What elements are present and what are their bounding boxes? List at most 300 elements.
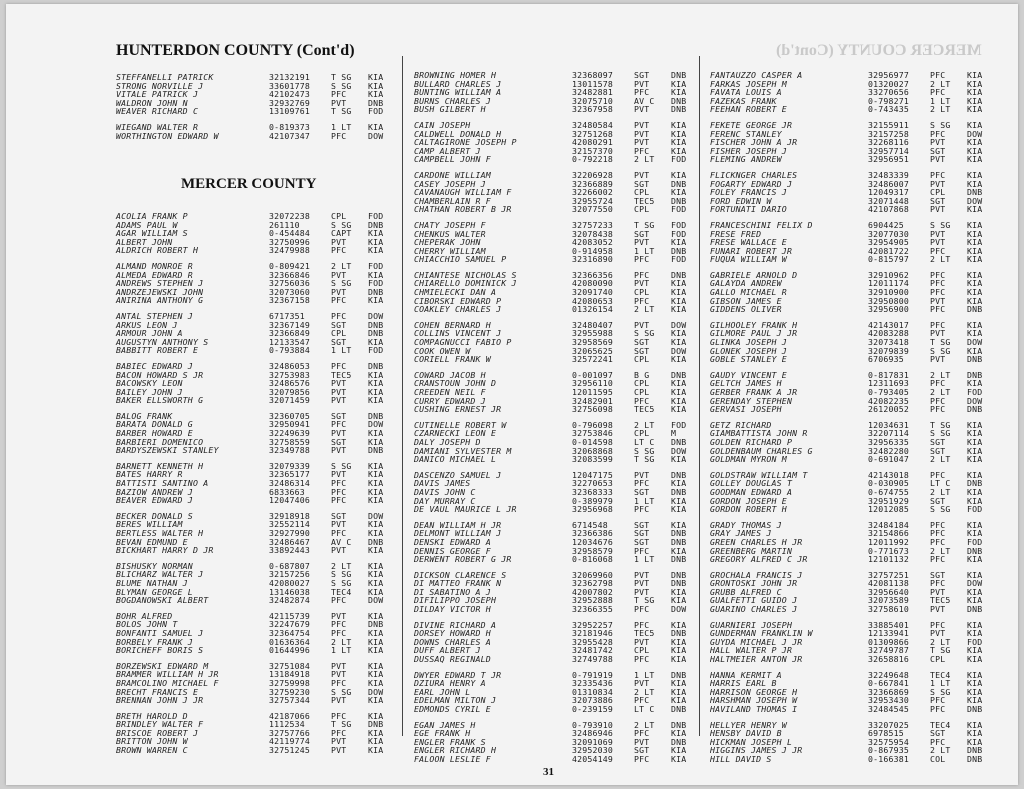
soldier-name: GETZ RICHARD [710,419,772,430]
rank: PFC [634,254,650,265]
status: DNB [967,369,983,380]
rank: PFC [930,287,946,298]
soldier-name: EDMONDS CYRIL E [414,704,491,714]
soldier-name: FORD EDWIN W [710,195,772,206]
roster-row [710,205,995,214]
status: KIA [967,70,983,80]
status: DOW [967,395,983,406]
rank: PFC [331,419,347,430]
roster-group [710,621,995,664]
roster-row [116,446,396,455]
soldier-name: BEAVER EDWARD J [116,495,193,506]
rank: CPL [634,378,650,389]
soldier-name: BABBITT ROBERT E [116,345,199,356]
soldier-name: ACOLIA FRANK P [116,211,188,221]
serial-number: 32367958 [572,104,614,115]
status: DNB [368,410,384,421]
serial-number: 42080291 [572,137,614,148]
roster-row [116,132,396,141]
soldier-name: GIAMBATTISTA JOHN R [710,428,808,439]
status: DOW [368,686,384,697]
status: DNB [967,354,983,365]
serial-number: 0-796098 [572,419,614,430]
rank: PVT [930,137,946,148]
rank: PFC [634,145,650,156]
serial-number: 32956640 [868,586,910,597]
status: KIA [967,104,983,115]
status: KIA [368,710,384,721]
serial-number: 32757766 [269,727,311,738]
rank: SGT [331,319,347,330]
serial-number: 32091740 [572,287,614,298]
status: KIA [368,636,384,647]
serial-number: 42102473 [269,89,311,100]
rank: S SG [930,219,951,230]
roster-row [414,755,699,764]
rank: T SG [634,219,655,230]
soldier-name: DAVIS JOHN C [414,486,476,497]
soldier-name: EDELMAN MILTON J [414,695,497,706]
status: DOW [368,310,384,321]
soldier-name: DOWNS CHARLES A [414,636,491,647]
status: DOW [368,510,384,521]
serial-number: 32072238 [269,211,311,221]
soldier-name: DWYER EDWARD T JR [414,669,502,680]
rank: PFC [930,245,946,256]
soldier-name: DALY JOSEPH D [414,436,481,447]
soldier-name: STEFFANELLI PATRICK [116,72,214,82]
status: KIA [967,428,983,439]
serial-number: 32249639 [269,428,311,439]
roster-row [710,105,995,114]
soldier-name: ENGLER FRANK S [414,736,486,747]
serial-number: 01326154 [572,304,614,315]
rank: PFC [331,130,347,141]
soldier-name: COWARD JACOB H [414,369,486,380]
rank: PFC [930,528,946,539]
rank: 2 LT [930,104,951,115]
serial-number: 0-014598 [572,436,614,447]
serial-number: 32366355 [572,604,614,615]
soldier-name: ANDRZEJEWSKI JOHN [116,286,204,297]
status: KIA [368,336,384,347]
serial-number: 32073886 [572,695,614,706]
rank: 1 LT [634,669,655,680]
soldier-name: FOGARTY EDWARD J [710,178,793,189]
serial-number: 32486576 [269,378,311,389]
serial-number: 32360705 [269,410,311,421]
soldier-name: BORZEWSKI EDWARD M [116,660,209,671]
rank: S SG [331,80,352,91]
status: KIA [671,337,687,348]
rank: CPL [930,654,946,665]
soldier-name: FUQUA WILLIAM W [710,254,787,265]
rank: SGT [634,337,650,348]
rank: PFC [634,654,650,665]
status: KIA [967,645,983,656]
serial-number: 0-687807 [269,560,311,571]
soldier-name: BAZIOW ANDREW J [116,486,193,497]
serial-number: 12011174 [868,278,910,289]
serial-number: 32157256 [269,569,311,580]
rank: PVT [331,695,347,706]
serial-number: 32362798 [572,578,614,589]
serial-number: 0-819373 [269,121,311,132]
status: DNB [671,436,687,447]
soldier-name: BORICHEFF BORIS S [116,645,204,656]
rank: S SG [331,686,352,697]
status: FOD [368,260,384,271]
status: KIA [368,89,384,100]
soldier-name: FRESE WALLACE E [710,237,787,248]
serial-number: 32486467 [269,536,311,547]
soldier-name: FOLEY FRANCIS J [710,187,787,198]
roster-group [116,123,396,140]
rank: PFC [634,728,650,739]
serial-number: 32266002 [572,187,614,198]
status: KIA [671,745,687,756]
roster-row [710,355,995,364]
soldier-name: GREGORY ALFRED C JR [710,554,808,565]
status: KIA [368,72,384,82]
roster-group [116,73,396,116]
soldier-name: ALBERT JOHN [116,236,173,247]
roster-group [414,321,699,364]
rank: SGT [930,145,946,156]
roster-row [414,205,699,214]
serial-number: 32955428 [572,636,614,647]
status: KIA [368,528,384,538]
serial-number: 32366356 [572,269,614,280]
soldier-name: HICKMAN JOSEPH L [710,736,793,747]
status: M [671,428,677,439]
serial-number: 26120052 [868,404,910,415]
roster-group [710,321,995,364]
status: KIA [967,169,983,180]
soldier-name: GORDON JOSEPH E [710,495,787,506]
rank: TEC5 [331,369,352,380]
serial-number: 32480407 [572,319,614,330]
rank: SGT [634,745,650,756]
rank: SGT [634,228,650,239]
serial-number: 32083599 [572,454,614,465]
serial-number: 0-798271 [868,95,910,106]
status: KIA [671,586,687,597]
status: KIA [671,753,687,764]
status: DOW [967,578,983,589]
serial-number: 0-691047 [868,454,910,465]
serial-number: 32247679 [269,619,311,630]
serial-number: 32750996 [269,236,311,247]
rank: TEC5 [634,628,655,639]
serial-number: 32955988 [572,328,614,339]
serial-number: 42187066 [269,710,311,721]
serial-number: 0-792218 [572,154,614,165]
rank: SGT [930,569,946,580]
status: KIA [368,745,384,756]
serial-number: 12011595 [572,387,614,397]
rank: PVT [634,678,650,689]
status: FOD [671,204,687,215]
serial-number: 32950941 [269,419,311,430]
serial-number: 32079839 [868,345,910,356]
roster-group [710,121,995,164]
rank: PVT [331,745,347,756]
rank: CPL [930,187,946,198]
status: DNB [671,628,687,639]
serial-number: 42143018 [868,469,910,480]
rank: PFC [634,695,650,706]
serial-number: 32075710 [572,95,614,106]
soldier-name: GREEN CHARLES H JR [710,536,803,547]
rank: PFC [930,469,946,480]
serial-number: 0-793910 [572,719,614,730]
serial-number: 42080090 [572,278,614,289]
soldier-name: AGAR WILLIAM S [116,228,188,239]
serial-number: 32757233 [572,219,614,230]
rank: PVT [930,237,946,248]
status: KIA [967,419,983,430]
roster-row [414,355,699,364]
serial-number: 32249648 [868,669,910,680]
rank: 2 LT [634,419,655,430]
soldier-name: BECKER DONALD S [116,510,193,521]
rank: PFC [634,269,650,280]
rank: AV C [634,95,655,106]
status: KIA [967,278,983,289]
status: DOW [671,445,687,456]
serial-number: 32486314 [269,478,311,489]
serial-number: 12034676 [572,536,614,547]
rank: 2 LT [331,260,352,271]
serial-number: 32071459 [269,395,311,406]
roster-group [710,171,995,214]
roster-group [710,571,995,614]
status: KIA [671,187,687,198]
status: KIA [967,78,983,89]
status: DNB [671,569,687,580]
status: DNB [671,669,687,680]
status: DNB [671,70,687,80]
roster-row [710,555,995,564]
serial-number: 32927990 [269,528,311,538]
soldier-name: GLONEK JOSEPH J [710,345,787,356]
rank: LT C [634,704,655,714]
roster-row [414,455,699,464]
soldier-name: CASEY JOSEPH J [414,178,486,189]
status: DNB [671,178,687,189]
rank: PVT [930,295,946,306]
soldier-name: GOLDSTRAW WILLIAM T [710,469,808,480]
status: KIA [967,269,983,280]
rank: TEC4 [930,669,951,680]
rank: PFC [331,528,347,538]
soldier-name: CARDONE WILLIAM [414,169,491,180]
rank: SGT [930,728,946,739]
serial-number: 13184918 [269,669,311,680]
rank: PFC [930,378,946,389]
soldier-name: CHIARELLO DOMINICK J [414,278,517,289]
status: KIA [368,577,384,588]
rank: PVT [634,319,650,330]
rank: TEC4 [930,719,951,730]
status: DNB [368,360,384,371]
rank: PFC [331,677,347,688]
soldier-name: GERVASI JOSEPH [710,404,782,415]
status: KIA [368,695,384,706]
soldier-name: BARNETT KENNETH H [116,460,204,471]
rank: PVT [634,469,650,480]
status: KIA [368,669,384,680]
soldier-name: BLICHARZ WALTER J [116,569,204,580]
rank: PFC [331,478,347,489]
soldier-name: FARKAS JOSEPH M [710,78,787,89]
soldier-name: BEVAN EDMUND E [116,536,188,547]
roster-group [116,662,396,705]
roster-row [710,605,995,614]
serial-number: 12012085 [868,504,910,515]
status: KIA [368,378,384,389]
status: KIA [967,554,983,565]
status: DOW [671,319,687,330]
rank: SGT [634,519,650,530]
status: DNB [368,319,384,330]
serial-number: 32482280 [868,445,910,456]
serial-number: 6717351 [269,310,305,321]
serial-number: 32364754 [269,627,311,638]
rank: CPL [634,387,650,397]
status: DNB [671,104,687,115]
rank: 2 LT [634,304,655,315]
rank: PFC [634,87,650,98]
status: KIA [671,519,687,530]
soldier-name: ADAMS PAUL W [116,219,178,230]
rank: PVT [331,97,347,108]
rank: PFC [331,619,347,630]
status: FOD [671,419,687,430]
status: KIA [671,128,687,139]
status: DNB [671,195,687,206]
soldier-name: BACON HOWARD S JR [116,369,204,380]
soldier-name: WIEGAND WALTER R [116,121,199,132]
status: KIA [967,237,983,248]
soldier-name: WORTHINGTON EDWARD W [116,130,219,141]
rank: PVT [930,178,946,189]
rank: PVT [930,586,946,597]
rank: PFC [331,245,347,256]
soldier-name: GILMORE PAUL J JR [710,328,798,339]
rank: COL [930,753,946,764]
roster-row [414,405,699,414]
status: DNB [671,95,687,106]
rank: CPL [634,287,650,298]
soldier-name: FERENC STANLEY [710,128,782,139]
roster-group [116,612,396,655]
serial-number: 42054149 [572,753,614,764]
rank: PFC [634,504,650,515]
soldier-name: GABRIELE ARNOLD D [710,269,798,280]
status: KIA [967,178,983,189]
serial-number: 01636364 [269,636,311,647]
serial-number: 42083288 [868,328,910,339]
serial-number: 32958569 [572,337,614,348]
soldier-name: BORBELY FRANK J [116,636,193,647]
status: KIA [967,519,983,530]
soldier-name: CZARNECKI LEON E [414,428,497,439]
status: KIA [671,619,687,630]
rank: LT C [930,478,951,489]
status: FOD [671,154,687,165]
serial-number: 13109761 [269,106,311,117]
status: KIA [967,728,983,739]
rank: PVT [331,378,347,389]
rank: T SG [331,72,352,82]
rank: PVT [930,604,946,615]
rank: PFC [634,395,650,406]
serial-number: 12047175 [572,469,614,480]
status: DNB [967,604,983,615]
soldier-name: BRISCOE ROBERT J [116,727,199,738]
serial-number: 32486946 [572,728,614,739]
serial-number: 32207114 [868,428,910,439]
rank: S SG [930,504,951,515]
soldier-name: GRADY THOMAS J [710,519,782,530]
serial-number: 32756036 [269,278,311,289]
soldier-name: HARRISON GEORGE H [710,686,798,697]
soldier-name: COHEN BERNARD H [414,319,491,330]
soldier-name: GERENDAY STEPHEN [710,395,793,406]
soldier-name: EARL JOHN L [414,686,471,697]
serial-number: 0-815797 [868,254,910,265]
rank: 1 LT [331,121,352,132]
serial-number: 32078438 [572,228,614,239]
status: KIA [671,278,687,289]
serial-number: 33892443 [269,545,311,556]
status: KIA [967,736,983,747]
status: KIA [368,469,384,480]
rank: PVT [331,395,347,406]
status: DNB [671,486,687,497]
rank: PFC [331,495,347,506]
soldier-name: FAZEKAS FRANK [710,95,777,106]
soldier-name: HAVILAND THOMAS I [710,704,798,714]
status: KIA [967,254,983,265]
document-page [6,4,1018,785]
serial-number: 32068868 [572,445,614,456]
serial-number: 32365177 [269,469,311,480]
status: KIA [967,445,983,456]
serial-number: 32575954 [868,736,910,747]
status: DNB [368,286,384,297]
status: KIA [671,137,687,148]
serial-number: 32749787 [868,645,910,656]
soldier-name: BOHR ALFRED [116,610,173,621]
status: KIA [368,736,384,747]
soldier-name: FRESE FRED [710,228,762,239]
serial-number: 0-454484 [269,228,311,239]
rank: PVT [634,137,650,148]
soldier-name: BARATA DONALD G [116,419,193,430]
status: KIA [967,328,983,339]
roster-group [116,412,396,455]
serial-number: 32480584 [572,119,614,130]
rank: CPL [331,328,347,339]
rank: PFC [930,695,946,706]
status: KIA [671,504,687,515]
soldier-name: CAIN JOSEPH [414,119,471,130]
rank: PVT [634,636,650,647]
soldier-name: DUFF ALBERT J [414,645,481,656]
